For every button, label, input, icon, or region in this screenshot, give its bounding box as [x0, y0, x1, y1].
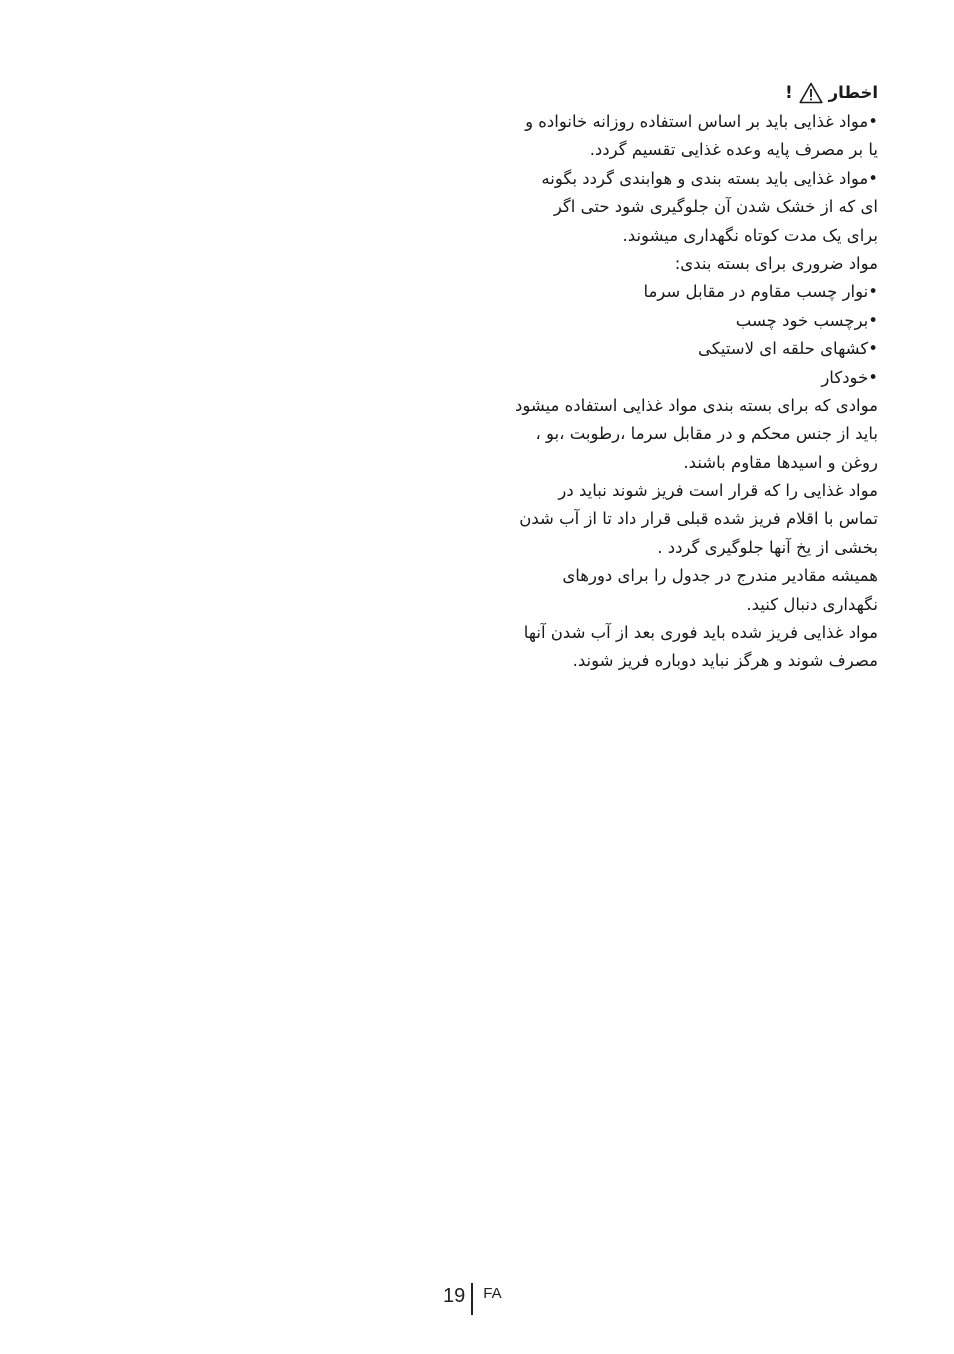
list-item: •نوار چسب مقاوم در مقابل سرما	[643, 282, 878, 302]
text-line: باید از جنس محکم و در مقابل سرما ،رطوبت ،بو ،	[535, 424, 878, 444]
page-number: 19	[443, 1285, 466, 1307]
text-line: مواد غذایی فریز شده باید فوری بعد از آب شدن آنها	[523, 623, 878, 643]
warning-heading	[478, 78, 878, 108]
list-item: •کشهای حلقه ای لاستیکی	[697, 339, 878, 359]
text-line: بخشی از یخ آنها جلوگیری گردد .	[657, 537, 878, 557]
text-line: برای یک مدت کوتاه نگهداری میشوند.	[622, 225, 878, 245]
language-code: FA	[483, 1285, 502, 1302]
text-line: همیشه مقادیر مندرج در جدول را برای دورهای	[562, 566, 878, 586]
warning-triangle-icon	[799, 82, 823, 104]
warning-exclamation: !	[785, 82, 793, 102]
warning-title: اخطار	[828, 82, 878, 102]
text-line: یا بر مصرف پایه وعده غذایی تقسیم گردد.	[589, 140, 878, 160]
text-line: •مواد غذایی باید بسته بندی و هوابندی گردد بگونه	[541, 168, 878, 188]
main-content	[478, 78, 878, 676]
text-line: مواد ضروری برای بسته بندی:	[674, 253, 878, 273]
text-line: مصرف شوند و هرگز نباید دوباره فریز شوند.	[572, 651, 878, 671]
list-item: •برچسب خود چسب	[735, 310, 878, 330]
text-line: تماس با اقلام فریز شده قبلی قرار داد تا از آب شدن	[519, 509, 878, 529]
text-line: نگهداری دنبال کنید.	[746, 594, 878, 614]
text-line: •مواد غذایی باید بر اساس استفاده روزانه خانواده و	[525, 112, 878, 131]
footer-divider	[471, 1283, 473, 1315]
text-line: مواد غذایی را که قرار است فریز شوند نباید در	[558, 481, 878, 501]
page-footer	[443, 1283, 502, 1315]
text-line: ای که از خشک شدن آن جلوگیری شود حتی اگر	[553, 197, 878, 217]
text-line: موادی که برای بسته بندی مواد غذایی استفاده میشود	[514, 395, 878, 415]
text-line: روغن و اسیدها مقاوم باشند.	[683, 452, 878, 472]
list-item: •خودکار	[821, 367, 878, 387]
